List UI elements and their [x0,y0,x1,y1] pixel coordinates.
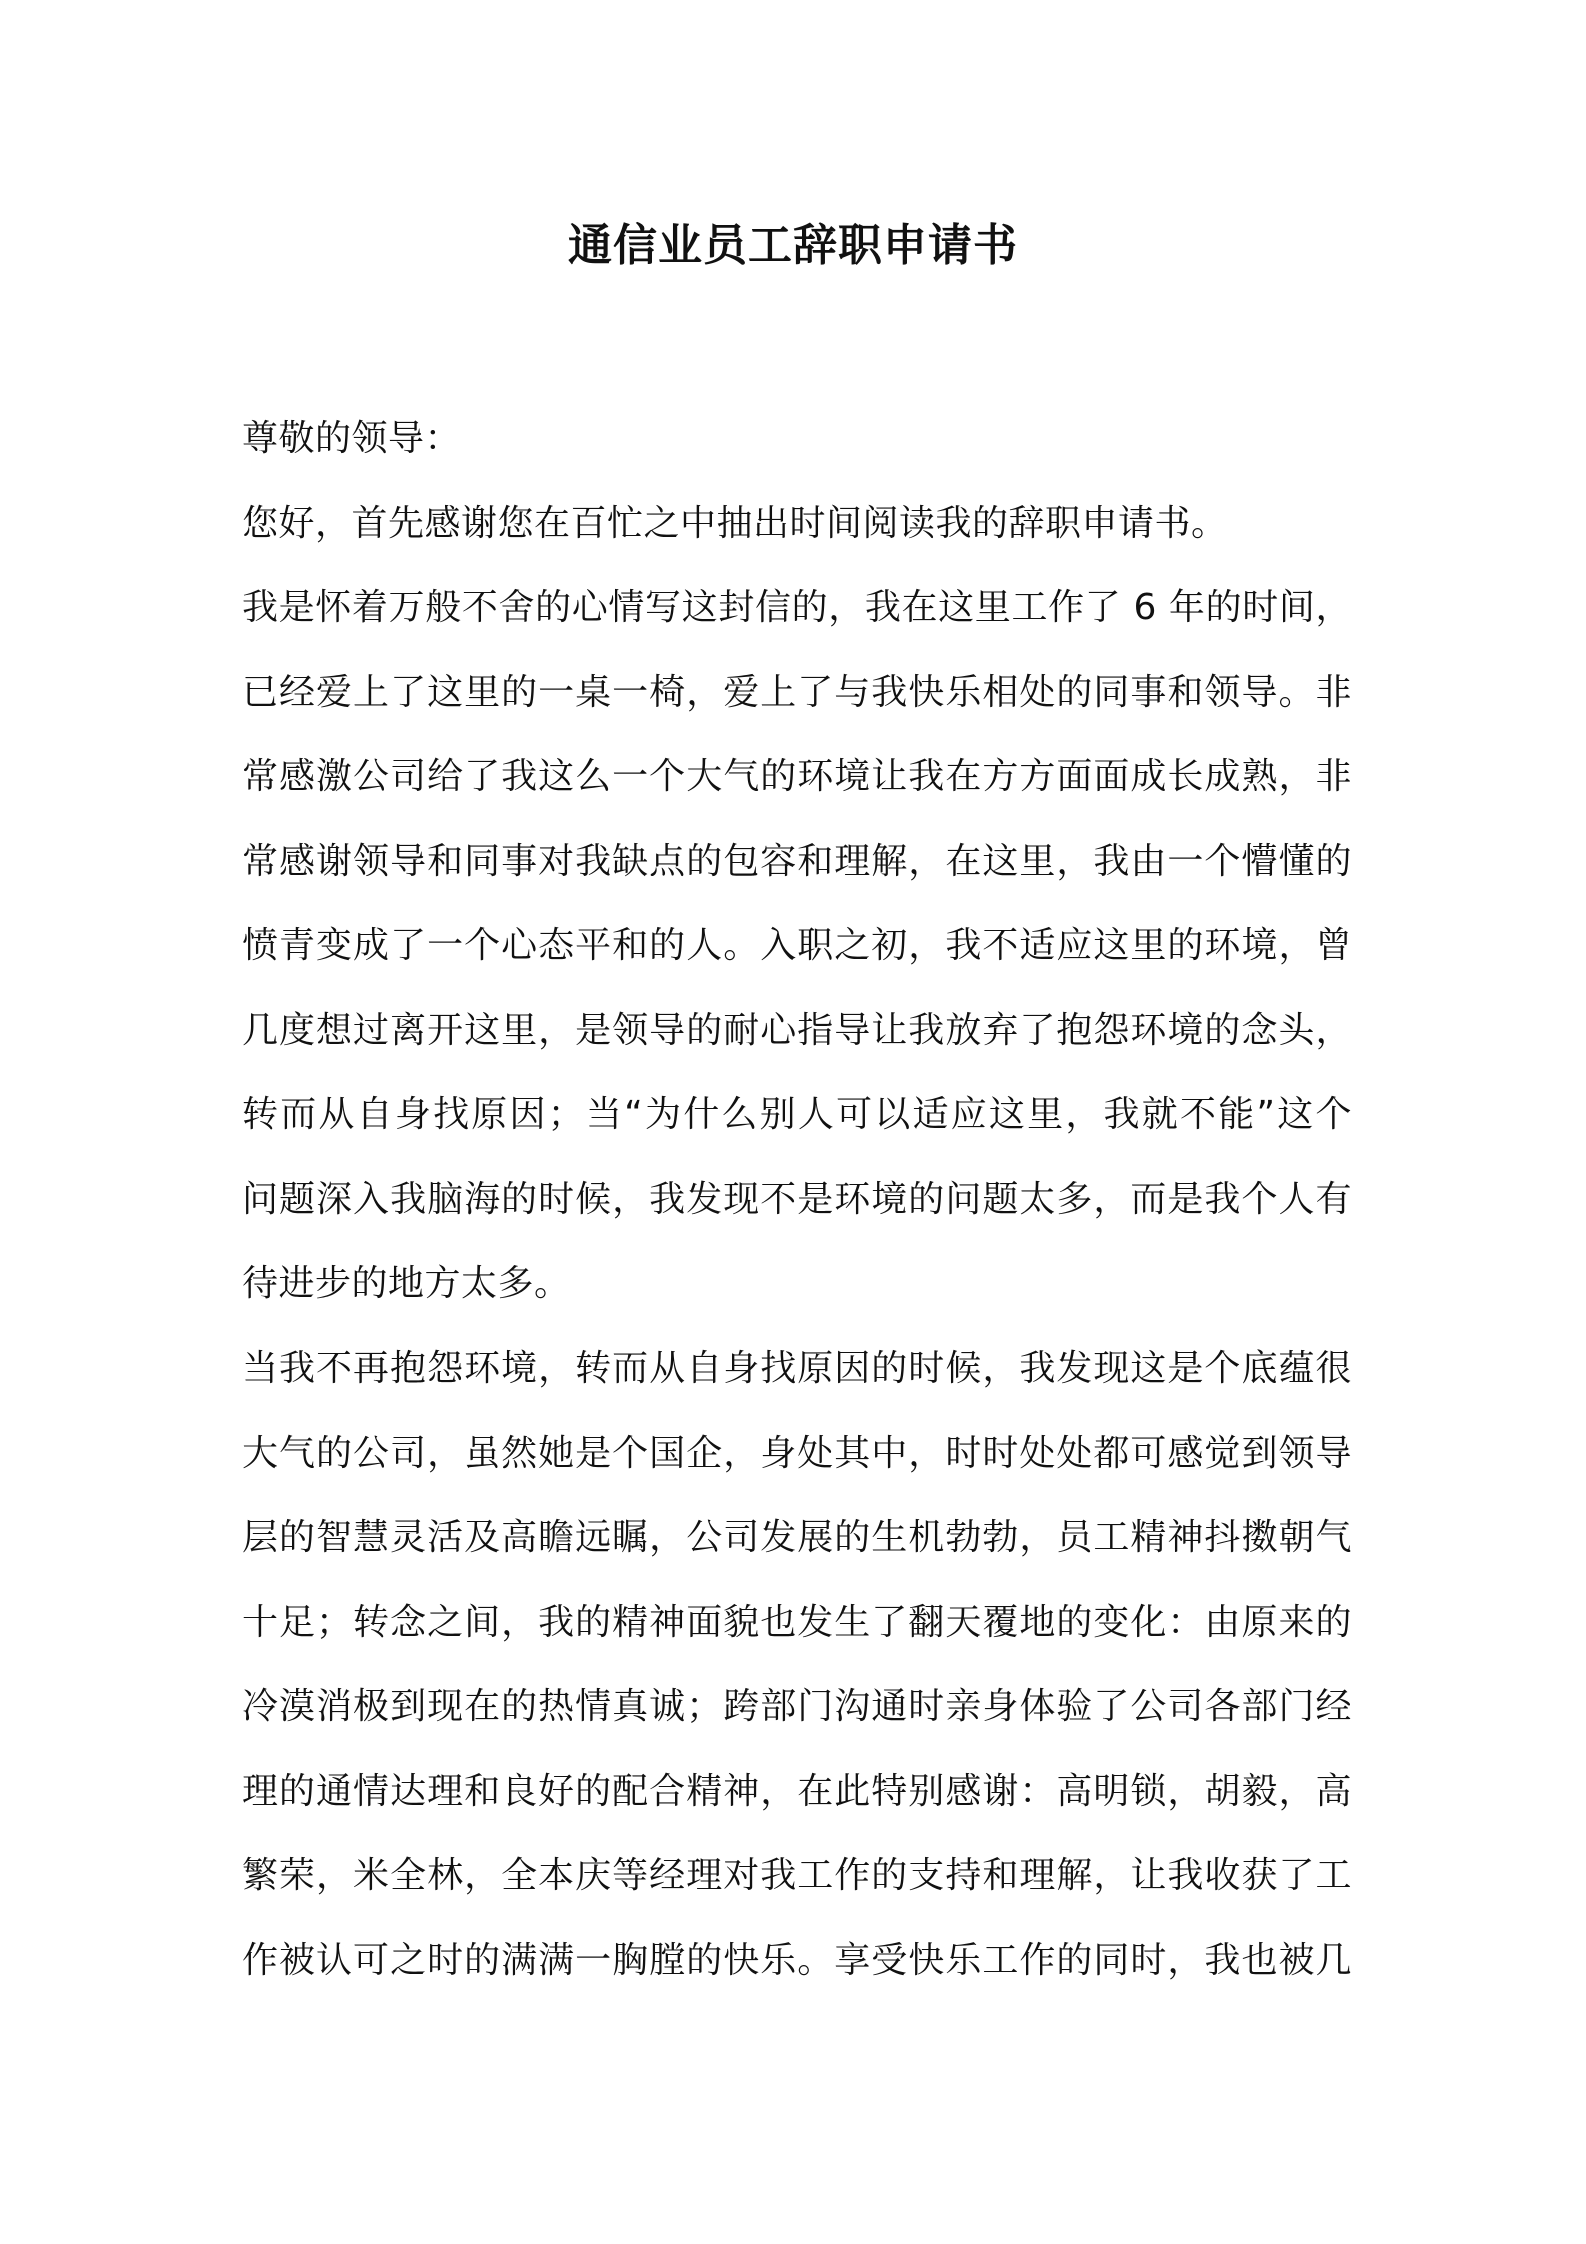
salutation-block [242,397,1352,566]
paragraph-3-line: 大气的公司，虽然她是个国企，身处其中，时时处处都可感觉到领导 [242,1432,1352,1474]
paragraph-2-line: 常感谢领导和同事对我缺点的包容和理解，在这里，我由一个懵懂的 [242,840,1352,882]
paragraph-3 [242,1327,1352,2003]
paragraph-3-line: 冷漠消极到现在的热情真诚；跨部门沟通时亲身体验了公司各部门经 [242,1686,1352,1727]
paragraph-3-line: 层的智慧灵活及高瞻远瞩，公司发展的生机勃勃，员工精神抖擞朝气 [242,1517,1352,1558]
paragraph-2-line: 已经爱上了这里的一桌一椅，爱上了与我快乐相处的同事和领导。非 [242,671,1352,713]
document-title: 通信业员工辞职申请书 [568,220,1018,271]
paragraph-2-line: 常感激公司给了我这么一个大气的环境让我在方方面面成长成熟，非 [242,756,1352,797]
paragraph-2-line: 问题深入我脑海的时候，我发现不是环境的问题太多，而是我个人有 [242,1178,1352,1220]
paragraph-3-line: 十足；转念之间，我的精神面貌也发生了翻天覆地的变化：由原来的 [242,1601,1352,1643]
paragraph-3-line: 当我不再抱怨环境，转而从自身找原因的时候，我发现这是个底蕴很 [242,1348,1352,1389]
paragraph-1: 您好，首先感谢您在百忙之中抽出时间阅读我的辞职申请书。 [242,502,1228,544]
paragraph-2-line: 几度想过离开这里，是领导的耐心指导让我放弃了抱怨环境的念头， [242,1009,1352,1051]
paragraph-2-line: 待进步的地方太多。 [242,1263,571,1304]
paragraph-3-line: 理的通情达理和良好的配合精神，在此特别感谢：高明锁，胡毅，高 [242,1770,1352,1812]
paragraph-2 [242,566,1352,1327]
paragraph-3-line: 作被认可之时的满满一胸膛的快乐。享受快乐工作的同时，我也被几 [242,1939,1352,1981]
paragraph-2-line: 转而从自身找原因；当“为什么别人可以适应这里，我就不能”这个 [242,1094,1352,1135]
paragraph-3-line: 繁荣，米全林，全本庆等经理对我工作的支持和理解，让我收获了工 [242,1855,1352,1896]
salutation: 尊敬的领导： [242,418,462,459]
paragraph-2-line: 愤青变成了一个心态平和的人。入职之初，我不适应这里的环境，曾 [242,925,1352,966]
paragraph-2-line: 我是怀着万般不舍的心情写这封信的，我在这里工作了 6 年的时间， [242,587,1352,628]
